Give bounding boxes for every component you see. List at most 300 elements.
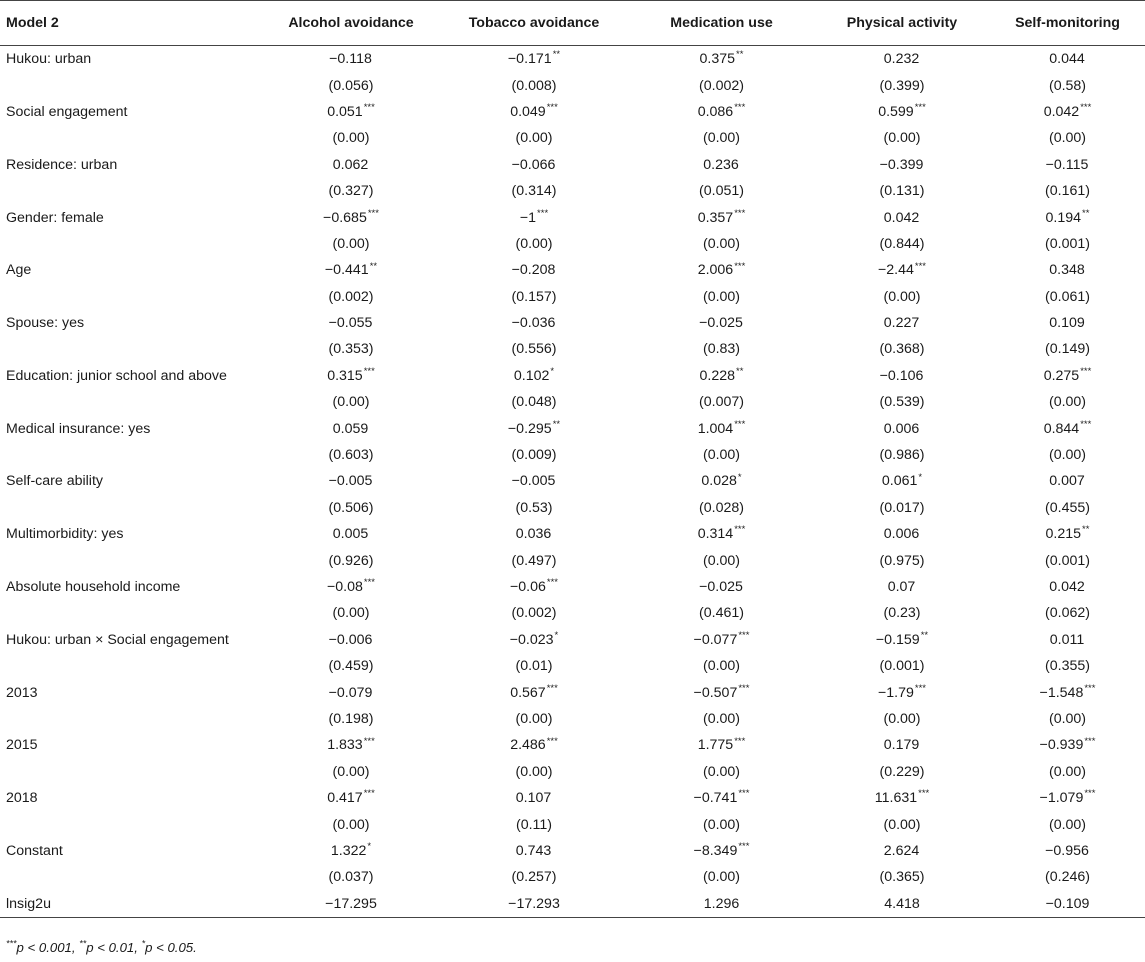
p-value-cell: (0.00) [702,763,741,780]
coefficient-cell [990,468,1145,494]
coefficient-cell [990,732,1145,758]
p-value-cell: (0.00) [702,552,741,569]
coefficient-cell [814,99,990,125]
coefficient-value: 0.567 [510,684,546,701]
coefficient-cell [814,46,990,73]
coefficient-cell [439,257,629,283]
table-row-pvalues [0,653,1145,679]
column-header-medication-use: Medication use [629,1,814,46]
coefficient-value: 0.042 [883,209,920,226]
table-row-2015 [0,732,1145,758]
row-label: Spouse: yes [6,315,85,332]
table-row-pvalues [0,389,1145,415]
coefficient-value: 0.011 [1049,631,1085,648]
table-header [0,1,1145,46]
row-label-empty [0,389,263,415]
significance-marker: *** [734,418,746,430]
p-value-cell: (0.11) [515,816,552,833]
significance-marker: *** [918,788,930,800]
table-cell: −17.295 [263,891,439,918]
p-value-cell: (0.00) [883,130,921,147]
table-row-absolute-household-income [0,574,1145,600]
coefficient-cell [439,46,629,73]
coefficient-value: −0.036 [511,315,556,332]
coefficient-cell [629,415,814,441]
coefficient-cell [990,46,1145,73]
p-value-cell: (0.353) [328,341,374,358]
coefficient-cell [990,257,1145,283]
p-value-cell: (0.028) [699,499,744,516]
coefficient-cell [263,363,439,389]
column-header-physical-activity: Physical activity [814,1,990,46]
coefficient-value: 0.109 [1049,315,1085,332]
row-label-empty [0,600,263,626]
p-value-cell: (0.001) [1045,235,1090,252]
p-value-cell: (0.926) [328,552,374,569]
coefficient-cell [629,627,814,653]
p-value-cell: (0.00) [702,288,741,305]
row-label: Age [6,262,32,279]
p-value-cell: (0.00) [883,816,921,833]
significance-marker: *** [734,102,746,114]
coefficient-cell [990,838,1145,864]
significance-marker: ** [552,418,561,430]
coefficient-value: 0.007 [1049,473,1085,490]
coefficient-cell [263,574,439,600]
p-value-cell: (0.986) [879,447,925,464]
p-value-cell: (0.002) [511,605,557,622]
significance-marker: *** [546,102,558,114]
coefficient-value: 0.061 [881,473,918,490]
coefficient-value: 0.375 [699,51,736,68]
coefficient-value: 0.07 [887,579,916,595]
coefficient-cell [814,785,990,811]
coefficient-value: −0.025 [699,315,743,332]
coefficient-value: 0.348 [1049,262,1085,279]
table-row-multimorbidity-yes [0,521,1145,547]
row-label-empty [0,653,263,679]
p-value-cell: (0.037) [328,869,374,886]
table-row-pvalues [0,600,1145,626]
p-value-cell: (0.00) [702,447,741,464]
coefficient-value: 0.086 [697,103,734,120]
p-value-cell: (0.58) [1048,77,1087,94]
coefficient-value: 11.631 [874,790,918,807]
table-row-pvalues [0,178,1145,204]
p-value-cell: (0.459) [328,658,374,675]
p-value-cell: (0.00) [515,710,553,727]
coefficient-value: 0.036 [515,526,552,543]
coefficient-cell [629,468,814,494]
coefficient-cell [263,46,439,73]
significance-marker: *** [546,682,558,694]
coefficient-value: −1.079 [1039,790,1084,807]
significance-marker: *** [1080,102,1092,114]
significance-marker: *** [734,260,746,272]
coefficient-cell [439,574,629,600]
p-value-cell: (0.975) [879,552,925,569]
coefficient-value: −0.507 [693,684,738,701]
coefficient-value: 2.624 [883,842,920,859]
coefficient-value: −1.79 [878,684,914,701]
p-value-cell: (0.002) [699,77,744,94]
row-label: Absolute household income [6,579,181,595]
coefficient-value: 0.275 [1043,367,1080,384]
p-value-cell: (0.603) [328,447,374,464]
coefficient-cell [629,521,814,547]
p-value-cell: (0.368) [879,341,925,358]
p-value-cell: (0.246) [1045,869,1090,886]
column-header-model: Model 2 [0,1,263,46]
coefficient-value: −0.399 [879,156,924,173]
coefficient-cell [629,574,814,600]
p-value-cell: (0.008) [511,77,557,94]
p-value-cell: (0.461) [699,605,744,622]
coefficient-value: 0.051 [327,103,363,120]
coefficient-cell [990,785,1145,811]
coefficient-value: −0.741 [693,790,738,807]
table-cell: −0.109 [990,891,1145,918]
table-row-self-care-ability [0,468,1145,494]
p-value-cell: (0.00) [515,235,553,252]
coefficient-cell [814,679,990,705]
coefficient-cell [439,521,629,547]
coefficient-value: 0.042 [1049,579,1085,595]
significance-marker: *** [738,841,750,853]
significance-marker: ** [552,49,561,61]
p-value-cell: (0.061) [1045,288,1090,305]
p-value-cell: (0.314) [511,183,557,200]
significance-marker: *** [1080,366,1092,378]
coefficient-cell [263,468,439,494]
table-row-pvalues [0,125,1145,151]
table-row-2013 [0,679,1145,705]
significance-marker: *** [537,207,549,219]
coefficient-cell [263,838,439,864]
p-value-cell: (0.00) [702,710,741,727]
row-label: lnsig2u [0,891,263,918]
coefficient-cell [439,468,629,494]
coefficient-value: 0.006 [883,526,920,543]
coefficient-value: −0.055 [328,315,373,332]
coefficient-cell [814,415,990,441]
coefficient-value: −1 [519,209,537,226]
table-row-pvalues [0,442,1145,468]
p-value-cell: (0.506) [328,499,374,516]
p-value-cell: (0.00) [1048,710,1087,727]
p-value-cell: (0.00) [883,288,921,305]
significance-marker: *** [914,260,926,272]
significance-marker: *** [546,577,558,589]
table-footnote [6,940,197,955]
coefficient-cell [629,363,814,389]
coefficient-value: −0.171 [507,51,552,68]
coefficient-value: 0.102 [513,367,550,384]
coefficient-cell [263,415,439,441]
significance-marker: *** [1084,735,1096,747]
row-label: Multimorbidity: yes [6,526,124,543]
coefficient-value: −0.005 [511,473,556,490]
coefficient-value: 2.486 [510,737,546,754]
table-cell: 4.418 [814,891,990,918]
significance-marker: * [367,841,372,853]
coefficient-cell [263,627,439,653]
significance-marker: ** [369,260,378,272]
significance-marker: ** [1082,524,1090,536]
p-value-cell: (0.149) [1045,341,1090,358]
table-row-pvalues [0,706,1145,732]
p-value-cell: (0.009) [511,447,557,464]
coefficient-cell [439,415,629,441]
coefficient-value: −0.106 [879,367,924,384]
significance-marker: *** [363,102,375,114]
row-label: 2013 [6,684,38,701]
column-header-tobacco-avoidance: Tobacco avoidance [439,1,629,46]
row-label-empty [0,759,263,785]
p-value-cell: (0.00) [1048,763,1087,780]
p-value-cell: (0.00) [883,710,921,727]
coefficient-cell [990,679,1145,705]
coefficient-value: 0.227 [883,315,920,332]
coefficient-value: 0.215 [1045,526,1082,543]
coefficient-value: −0.06 [510,579,546,595]
coefficient-value: 0.417 [327,790,363,807]
table-row-gender-female [0,204,1145,230]
table-row-pvalues [0,811,1145,837]
table-row-spouse-yes [0,310,1145,336]
p-value-cell: (0.001) [1045,552,1090,569]
significance-marker: *** [367,207,379,219]
coefficient-value: −0.118 [329,51,372,68]
coefficient-value: −0.005 [328,473,373,490]
p-value-cell: (0.017) [879,499,925,516]
p-value-cell: (0.00) [332,816,370,833]
table-row-education-junior-school-and-above [0,363,1145,389]
footnote-sig-marker: * [141,938,146,949]
coefficient-value: 0.042 [1043,103,1080,120]
p-value-cell: (0.497) [511,552,557,569]
coefficient-value: −0.685 [323,209,367,226]
coefficient-value: 1.833 [327,737,363,754]
p-value-cell: (0.00) [332,605,370,622]
coefficient-value: 2.006 [697,262,734,279]
table-row-social-engagement [0,99,1145,125]
coefficient-cell [990,415,1145,441]
p-value-cell: (0.844) [879,235,925,252]
column-header-self-monitoring: Self-monitoring [990,1,1145,46]
significance-marker: * [554,630,559,642]
coefficient-cell [814,363,990,389]
p-value-cell: (0.327) [328,183,374,200]
row-label-empty [0,864,263,890]
row-label-empty [0,547,263,573]
coefficient-value: −0.295 [507,420,552,437]
p-value-cell: (0.198) [328,710,374,727]
table-row-pvalues [0,547,1145,573]
significance-marker: *** [363,735,375,747]
coefficient-cell [263,99,439,125]
table-row-residence-urban [0,152,1145,178]
coefficient-cell [263,732,439,758]
table-row-pvalues [0,336,1145,362]
p-value-cell: (0.00) [702,869,741,886]
significance-marker: * [918,471,923,483]
p-value-cell: (0.00) [702,130,741,147]
coefficient-cell [990,310,1145,336]
footnote-sig-marker: ** [79,938,87,949]
coefficient-cell [439,785,629,811]
p-value-cell: (0.056) [328,77,374,94]
row-label: Education: junior school and above [6,367,227,384]
table-row-hukou-urban-social-engagement [0,627,1145,653]
significance-marker: ** [920,630,929,642]
footnote-sig-marker: *** [6,938,17,949]
significance-marker: ** [736,366,744,378]
coefficient-cell [990,574,1145,600]
coefficient-cell [629,732,814,758]
table-row-age [0,257,1145,283]
p-value-cell: (0.556) [511,341,557,358]
p-value-cell: (0.131) [879,183,925,200]
p-value-cell: (0.00) [1048,130,1087,147]
p-value-cell: (0.002) [328,288,374,305]
coefficient-cell [990,627,1145,653]
significance-marker: *** [1080,418,1092,430]
p-value-cell: (0.001) [879,658,925,675]
coefficient-value: 0.059 [332,420,369,437]
coefficient-value: −1.548 [1039,684,1084,701]
p-value-cell: (0.53) [515,499,553,516]
coefficient-cell [263,152,439,178]
p-value-cell: (0.00) [1048,447,1087,464]
significance-marker: *** [914,682,926,694]
coefficient-cell [439,679,629,705]
coefficient-cell [629,46,814,73]
coefficient-cell [263,521,439,547]
coefficient-value: −0.08 [327,579,363,595]
coefficient-cell [439,732,629,758]
coefficient-value: −0.077 [693,631,738,648]
coefficient-value: −0.441 [324,262,369,279]
table-row-pvalues [0,864,1145,890]
coefficient-value: 0.107 [515,790,552,807]
coefficient-cell [814,627,990,653]
table-row-pvalues [0,759,1145,785]
significance-marker: *** [363,366,375,378]
row-label-empty [0,72,263,98]
table-row-pvalues [0,72,1145,98]
coefficient-value: 0.044 [1049,51,1085,68]
row-label: Social engagement [6,103,128,120]
coefficient-value: 0.232 [883,51,920,68]
row-label-empty [0,706,263,732]
coefficient-cell [439,152,629,178]
coefficient-value: −2.44 [878,262,914,279]
coefficient-cell [814,574,990,600]
p-value-cell: (0.455) [1045,499,1090,516]
coefficient-value: 0.179 [883,737,920,754]
p-value-cell: (0.062) [1045,605,1090,622]
coefficient-cell [814,468,990,494]
coefficient-value: 0.005 [332,526,369,543]
coefficient-cell [629,679,814,705]
p-value-cell: (0.051) [699,183,744,200]
coefficient-value: 1.004 [697,420,734,437]
footnote-text: p < 0.01, [86,940,142,955]
row-label: Hukou: urban × Social engagement [6,631,229,648]
coefficient-value: 0.315 [327,367,363,384]
coefficient-cell [263,785,439,811]
row-label-empty [0,231,263,257]
coefficient-value: 0.599 [878,103,914,120]
coefficient-value: 0.844 [1043,420,1080,437]
coefficient-value: 0.194 [1045,209,1082,226]
coefficient-value: 0.228 [699,367,736,384]
coefficient-value: 1.775 [697,737,734,754]
coefficient-value: 0.049 [510,103,546,120]
row-label-empty [0,811,263,837]
significance-marker: *** [363,577,375,589]
p-value-cell: (0.157) [511,288,557,305]
significance-marker: * [550,366,555,378]
coefficient-value: −0.023 [509,631,554,648]
p-value-cell: (0.00) [1048,816,1087,833]
table-row-2018 [0,785,1145,811]
table-body [0,46,1145,918]
significance-marker: *** [546,735,558,747]
coefficient-cell [439,363,629,389]
p-value-cell: (0.00) [702,658,741,675]
coefficient-value: −0.208 [511,262,556,279]
significance-marker: *** [363,788,375,800]
row-label: 2015 [6,737,38,754]
p-value-cell: (0.257) [511,869,557,886]
significance-marker: *** [1084,682,1096,694]
p-value-cell: (0.229) [879,763,925,780]
significance-marker: *** [1084,788,1096,800]
significance-marker: *** [738,788,750,800]
p-value-cell: (0.83) [702,341,741,358]
coefficient-cell [439,627,629,653]
p-value-cell: (0.00) [515,763,553,780]
coefficient-cell [814,257,990,283]
row-label-empty [0,178,263,204]
coefficient-cell [990,99,1145,125]
p-value-cell: (0.399) [879,77,925,94]
row-label: 2018 [6,790,38,807]
p-value-cell: (0.539) [879,394,925,411]
coefficient-value: −0.115 [1045,156,1089,173]
p-value-cell: (0.01) [515,658,553,675]
coefficient-cell [439,204,629,230]
coefficient-cell [263,310,439,336]
p-value-cell: (0.161) [1045,183,1090,200]
p-value-cell: (0.00) [332,394,370,411]
coefficient-value: −8.349 [693,842,738,859]
significance-marker: ** [1082,207,1090,219]
coefficient-cell [814,838,990,864]
table-row-pvalues [0,231,1145,257]
coefficient-cell [990,204,1145,230]
coefficient-cell [629,204,814,230]
coefficient-cell [439,838,629,864]
coefficient-value: −0.939 [1039,737,1084,754]
coefficient-value: −0.159 [875,631,920,648]
table-cell: −17.293 [439,891,629,918]
row-label-empty [0,125,263,151]
coefficient-value: −0.066 [511,156,556,173]
row-label: Medical insurance: yes [6,420,151,437]
